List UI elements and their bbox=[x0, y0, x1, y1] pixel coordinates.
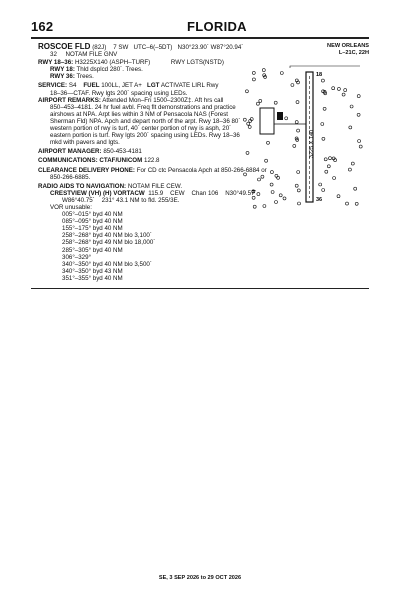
fence-line bbox=[290, 66, 360, 68]
tree-icon bbox=[324, 158, 327, 161]
vor-item: 340°–350° byd 40 NM blo 3,500´ bbox=[62, 260, 152, 268]
clearance-label: CLEARANCE DELIVERY PHONE: bbox=[38, 166, 135, 174]
clearance-2: 850-266-6885. bbox=[50, 173, 91, 181]
tree-icon bbox=[354, 187, 357, 190]
tree-icon bbox=[271, 191, 274, 194]
airport-name: ROSCOE FLD bbox=[38, 42, 91, 51]
tree-icon bbox=[275, 174, 278, 177]
header-rule bbox=[31, 37, 369, 39]
comm-freq: 122.8 bbox=[144, 157, 160, 165]
tree-icon bbox=[279, 194, 282, 197]
tree-icon bbox=[348, 168, 351, 171]
tree-icon bbox=[243, 118, 246, 121]
tree-icon bbox=[267, 141, 270, 144]
tree-icon bbox=[295, 121, 298, 124]
runway-end-36: 36 bbox=[316, 197, 323, 203]
tree-icon bbox=[342, 93, 345, 96]
comm-label: COMMUNICATIONS: CTAF/UNICOM bbox=[38, 157, 143, 165]
tree-icon bbox=[247, 122, 250, 125]
vor-item: 258°–268° byd 40 NM blo 3,100´ bbox=[62, 232, 152, 240]
tree-icon bbox=[270, 183, 273, 186]
tree-icon bbox=[322, 189, 325, 192]
lgt-1: ACTIVATE LIRL Rwy bbox=[160, 82, 219, 90]
radio: NOTAM FILE CEW. bbox=[127, 182, 183, 190]
fuel: 100LL, JET A+ bbox=[101, 82, 142, 90]
vortac-freq: 115.9 bbox=[148, 189, 164, 197]
vor-item: 340°–350° byd 43 NM bbox=[62, 267, 123, 275]
tree-icon bbox=[262, 69, 265, 72]
vor-item: 285°–305° byd 40 NM bbox=[62, 246, 123, 254]
tree-symbols bbox=[243, 69, 362, 209]
tree-icon bbox=[357, 95, 360, 98]
tree-icon bbox=[295, 184, 298, 187]
tree-icon bbox=[252, 78, 255, 81]
vortac-lat: N30°49.57´ bbox=[225, 189, 257, 197]
tree-icon bbox=[258, 178, 261, 181]
tree-icon bbox=[323, 107, 326, 110]
tree-icon bbox=[329, 157, 332, 160]
tree-icon bbox=[277, 176, 280, 179]
rwy-main-label: RWY 18–36: bbox=[38, 59, 74, 67]
tree-icon bbox=[270, 171, 273, 174]
manager-phone: 850-453-4181 bbox=[103, 148, 142, 156]
tree-icon bbox=[297, 171, 300, 174]
remarks-1: Attended Mon–Fri 1500–2300Z‡. Aft hrs call bbox=[102, 96, 224, 104]
elev-line bbox=[38, 51, 370, 58]
tree-icon bbox=[252, 71, 255, 74]
tree-icon bbox=[257, 193, 260, 196]
lgt-2: 18–36—CTAF. Rwy lgts 200´ spacing using LEDs. bbox=[50, 89, 188, 97]
tree-icon bbox=[319, 183, 322, 186]
tree-icon bbox=[280, 72, 283, 75]
tree-icon bbox=[357, 113, 360, 116]
remarks-6: eastern portion is turf. Rwy lgts 200´ spacing using LEDs. Rwy 18–36 bbox=[50, 132, 240, 140]
tree-icon bbox=[259, 99, 262, 102]
vor-item: 351°–355° byd 40 NM bbox=[62, 274, 123, 282]
vortac-id: CEW bbox=[170, 189, 185, 197]
vor-item: 085°–095° byd 40 NM bbox=[62, 218, 123, 226]
remarks-4: Sherman Fld) NPA. Apch and depart north of the arpt. Rwy 18–36 80´ bbox=[50, 117, 241, 125]
tree-icon bbox=[253, 205, 256, 208]
tree-icon bbox=[337, 87, 340, 90]
tree-icon bbox=[337, 195, 340, 198]
tree-icon bbox=[327, 165, 330, 168]
vortac-bearing: 231° 43.1 NM to fld. 255/3E. bbox=[101, 196, 180, 204]
tree-icon bbox=[293, 144, 296, 147]
lgt-label: LGT bbox=[147, 82, 160, 90]
tree-icon bbox=[321, 79, 324, 82]
tree-icon bbox=[263, 205, 266, 208]
tree-icon bbox=[333, 177, 336, 180]
rwy-lgts: RWY LGTS(NSTD) bbox=[170, 59, 224, 67]
state-title: FLORIDA bbox=[187, 19, 247, 34]
airport-elev: 32 bbox=[50, 51, 57, 59]
runway-dimension-label: 3225 X 140 bbox=[309, 129, 315, 159]
tree-icon bbox=[274, 101, 277, 104]
fence-icon bbox=[290, 66, 360, 68]
rwy18-info: Thld dsplcd 280´. Trees. bbox=[76, 66, 143, 74]
manager-label: AIRPORT MANAGER: bbox=[38, 148, 102, 156]
vor-item: 258°–268° byd 49 NM blo 18,000´ bbox=[62, 239, 156, 247]
tree-icon bbox=[245, 90, 248, 93]
tree-icon bbox=[256, 102, 259, 105]
runway-end-18: 18 bbox=[316, 72, 323, 78]
chart-name: NEW ORLEANS bbox=[327, 43, 369, 49]
tree-icon bbox=[346, 202, 349, 205]
tree-icon bbox=[248, 125, 251, 128]
remarks-5: western portion of rwy is turf, 40´ center portion of rwy is asph, 20´ bbox=[50, 125, 232, 133]
airport-utc: UTC–6(–5DT) bbox=[133, 44, 173, 51]
tree-icon bbox=[344, 89, 347, 92]
tree-icon bbox=[351, 162, 354, 165]
vortac-label: CRESTVIEW (VH) (H) VORTACW bbox=[50, 189, 145, 197]
tree-icon bbox=[332, 87, 335, 90]
remarks-2: 850–453–4181. 24 hr fuel avbl. Freq flt demonstrations and practice bbox=[50, 103, 236, 111]
airport-ident: (82J) bbox=[92, 44, 107, 51]
remarks-label: AIRPORT REMARKS: bbox=[38, 96, 101, 104]
tree-icon bbox=[275, 201, 278, 204]
radio-label: RADIO AIDS TO NAVIGATION: bbox=[38, 182, 127, 190]
vor-list bbox=[38, 211, 370, 282]
tree-icon bbox=[322, 137, 325, 140]
tree-icon bbox=[252, 196, 255, 199]
page-number: 162 bbox=[31, 19, 54, 34]
tree-icon bbox=[246, 151, 249, 154]
tree-icon bbox=[261, 175, 264, 178]
tree-icon bbox=[296, 101, 299, 104]
tree-icon bbox=[359, 145, 362, 148]
tree-icon bbox=[291, 84, 294, 87]
airport-distance: 7 SW bbox=[113, 44, 129, 51]
airport-title-line bbox=[38, 43, 370, 51]
tree-icon bbox=[325, 170, 328, 173]
service: S4 bbox=[68, 82, 77, 90]
tree-icon bbox=[283, 197, 286, 200]
rwy18-label: RWY 18: bbox=[50, 66, 75, 74]
rwy36-info: Trees. bbox=[76, 73, 94, 81]
vor-unusable: VOR unusable: bbox=[50, 203, 92, 211]
rwy36-label: RWY 36: bbox=[50, 73, 75, 81]
vor-item: 306°–329° bbox=[62, 253, 92, 261]
hangar-icon bbox=[277, 112, 283, 120]
service-label: SERVICE: bbox=[38, 82, 68, 90]
remarks-7: mkd with pavers and lgts. bbox=[50, 139, 120, 147]
clearance-1: For CD ctc Pensacola Apch at 850-266-6884 or bbox=[136, 166, 267, 174]
vor-item: 005°–015° byd 40 NM bbox=[62, 211, 123, 219]
fuel-label: FUEL bbox=[83, 82, 100, 90]
tree-icon bbox=[358, 140, 361, 143]
vortac-lon: W86°40.75´ bbox=[62, 196, 95, 204]
airport-coords: N30°23.90´ W87°20.94´ bbox=[177, 44, 244, 51]
tree-icon bbox=[349, 126, 352, 129]
tree-icon bbox=[265, 159, 268, 162]
tree-icon bbox=[321, 123, 324, 126]
airport-diagram bbox=[240, 64, 368, 212]
tree-icon bbox=[297, 189, 300, 192]
building-icon bbox=[260, 108, 274, 134]
tree-icon bbox=[350, 105, 353, 108]
rwy-main: H3225X140 (ASPH–TURF) bbox=[74, 59, 151, 67]
notam-file: NOTAM FILE GNV bbox=[65, 51, 118, 59]
vor-item: 155°–175° byd 40 NM bbox=[62, 225, 123, 233]
tree-icon bbox=[297, 129, 300, 132]
footer-dates: SE, 3 SEP 2026 to 29 OCT 2026 bbox=[158, 575, 242, 581]
ramp-area bbox=[260, 108, 306, 134]
tree-icon bbox=[244, 173, 247, 176]
tree-icon bbox=[355, 202, 358, 205]
tree-icon bbox=[298, 202, 301, 205]
section-rule bbox=[31, 288, 369, 289]
remarks-3: airshows at NPA. Arpt lies within 3 NM of Pensacola NAS (Forest bbox=[50, 110, 229, 118]
tree-icon bbox=[285, 117, 288, 120]
vortac-chan: Chan 106 bbox=[191, 189, 219, 197]
chart-ref: L–21C, 22H bbox=[338, 50, 369, 56]
